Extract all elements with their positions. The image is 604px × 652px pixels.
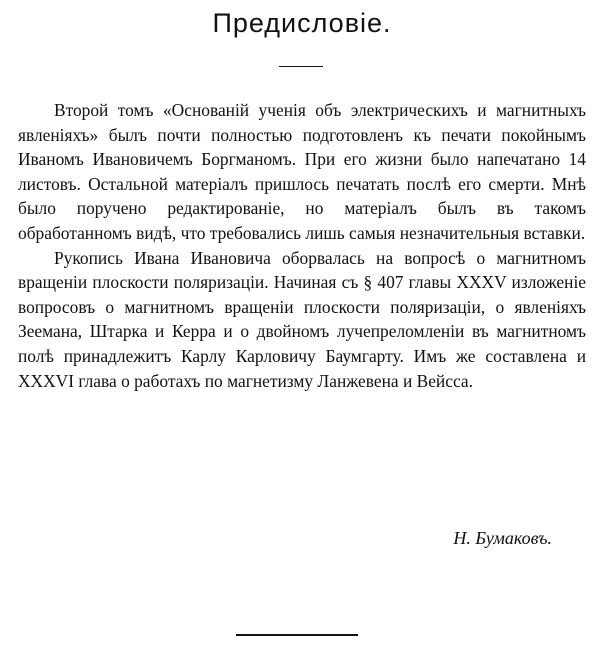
page-title: Предисловіе.	[212, 8, 392, 38]
title-divider	[279, 66, 323, 67]
paragraph-1: Второй томъ «Основаній ученія объ электрическихъ и магнитныхъ явленіяхъ» былъ почти полностью подготовленъ къ печати покойнымъ Иваномъ Ивановичемъ Боргманомъ. При его жизни было напечатано 14 листовъ. Остальной матеріалъ пришлось печатать послѣ его смерти. Мнѣ было поручено редактированіе, но матеріалъ былъ въ такомъ обработанномъ видѣ, что требовались лишь самыя незначительныя вставки.	[18, 100, 586, 243]
preface-body	[18, 98, 586, 393]
paragraph-2: Рукопись Ивана Ивановича оборвалась на вопросѣ о магнитномъ вращеніи плоскости поляризаціи. Начиная съ § 407 главы XXXV изложеніе вопросовъ о магнитномъ вращеніи плоскости поляризаціи, о явленіяхъ Зеемана, Штарка и Керра и о двойномъ лучепреломленіи въ магнитномъ полѣ принадлежитъ Карлу Карловичу Баумгарту. Имъ же составлена и XXXVI глава о работахъ по магнетизму Ланжевена и Вейсса.	[18, 247, 586, 391]
author-signature: Н. Бумаковъ.	[453, 528, 552, 548]
bottom-divider	[236, 634, 358, 636]
